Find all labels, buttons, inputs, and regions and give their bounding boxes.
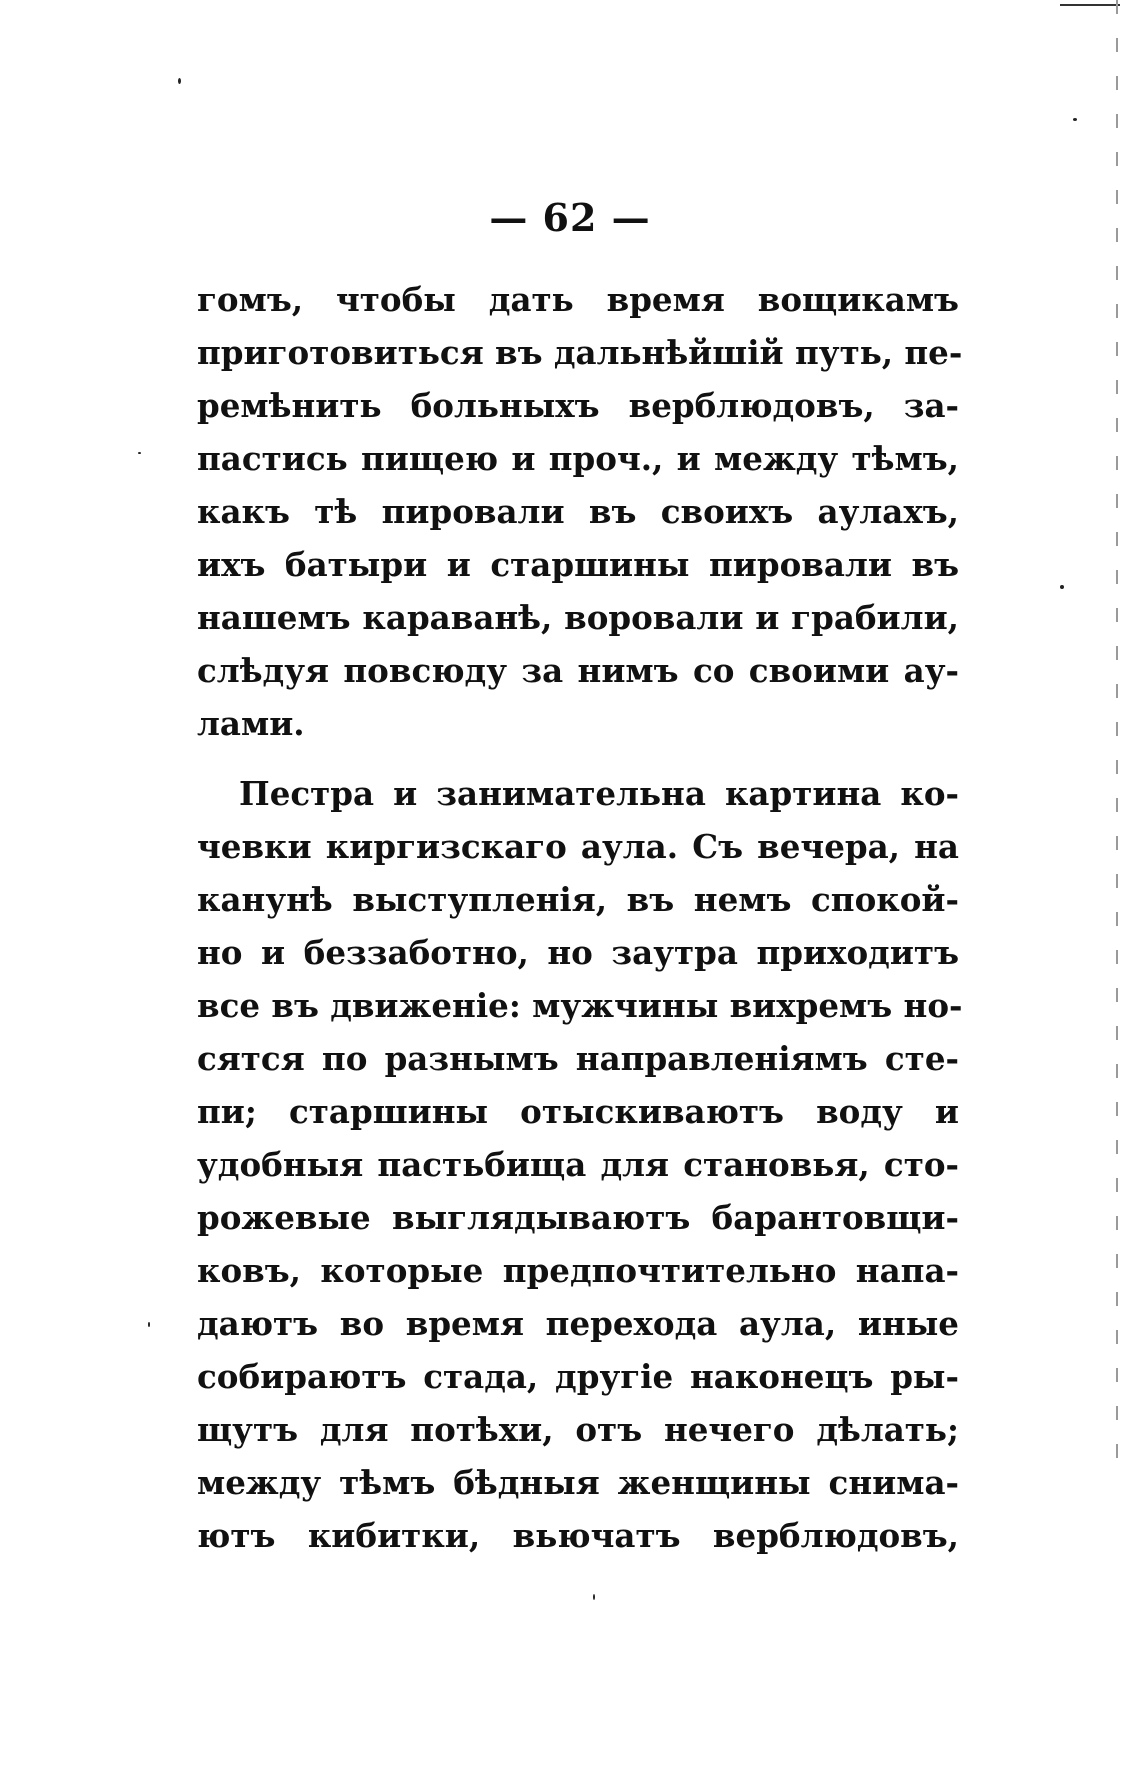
scan-speck bbox=[1060, 585, 1064, 589]
text-line: рожевые выглядываютъ барантовщи- bbox=[197, 1198, 959, 1237]
text-line: ковъ, которые предпочтительно напа- bbox=[197, 1251, 959, 1290]
text-line: чевки киргизскаго аула. Съ вечера, на bbox=[197, 827, 959, 866]
scan-speck bbox=[138, 452, 141, 454]
scan-edge-mark bbox=[1060, 4, 1120, 6]
text-line: щутъ для потѣхи, отъ нечего дѣлать; bbox=[197, 1410, 959, 1449]
text-line: слѣдуя повсюду за нимъ со своими ау- bbox=[197, 651, 959, 690]
paragraph-2 bbox=[197, 767, 963, 1562]
paragraph-gap bbox=[197, 750, 959, 767]
text-line: собираютъ стада, другіе наконецъ ры- bbox=[197, 1357, 959, 1396]
text-line: лами. bbox=[197, 704, 305, 743]
text-line: канунѣ выступленія, въ немъ спокой- bbox=[197, 880, 959, 919]
text-line: сятся по разнымъ направленіямъ сте- bbox=[197, 1039, 959, 1078]
text-line: ихъ батыри и старшины пировали въ bbox=[197, 545, 959, 584]
text-line: гомъ, чтобы дать время вощикамъ bbox=[197, 280, 959, 319]
text-line: приготовиться въ дальнѣйшій путь, пе- bbox=[197, 333, 963, 372]
text-line: какъ тѣ пировали въ своихъ аулахъ, bbox=[197, 492, 959, 531]
text-line: даютъ во время перехода аула, иные bbox=[197, 1304, 959, 1343]
paragraph-1 bbox=[197, 273, 963, 750]
text-line: удобныя пастьбища для становья, сто- bbox=[197, 1145, 959, 1184]
page-number: — 62 — bbox=[489, 195, 651, 240]
text-line: ремѣнить больныхъ верблюдовъ, за- bbox=[197, 386, 959, 425]
text-line: все въ движеніе: мужчины вихремъ но- bbox=[197, 986, 963, 1025]
scan-speck bbox=[1073, 118, 1077, 121]
scan-speck bbox=[593, 1594, 595, 1600]
text-line: Пестра и занимательна картина ко- bbox=[239, 774, 959, 813]
text-line: пастись пищею и проч., и между тѣмъ, bbox=[197, 439, 959, 478]
text-line: ютъ кибитки, вьючатъ верблюдовъ, bbox=[197, 1516, 959, 1555]
scan-speck bbox=[178, 78, 181, 84]
text-line: но и беззаботно, но заутра приходитъ bbox=[197, 933, 959, 972]
text-line: между тѣмъ бѣдныя женщины снима- bbox=[197, 1463, 959, 1502]
scan-speck bbox=[148, 1322, 150, 1327]
body-text bbox=[197, 273, 963, 1562]
text-line: пи; старшины отыскиваютъ воду и bbox=[197, 1092, 959, 1131]
text-line: нашемъ караванѣ, воровали и грабили, bbox=[197, 598, 959, 637]
